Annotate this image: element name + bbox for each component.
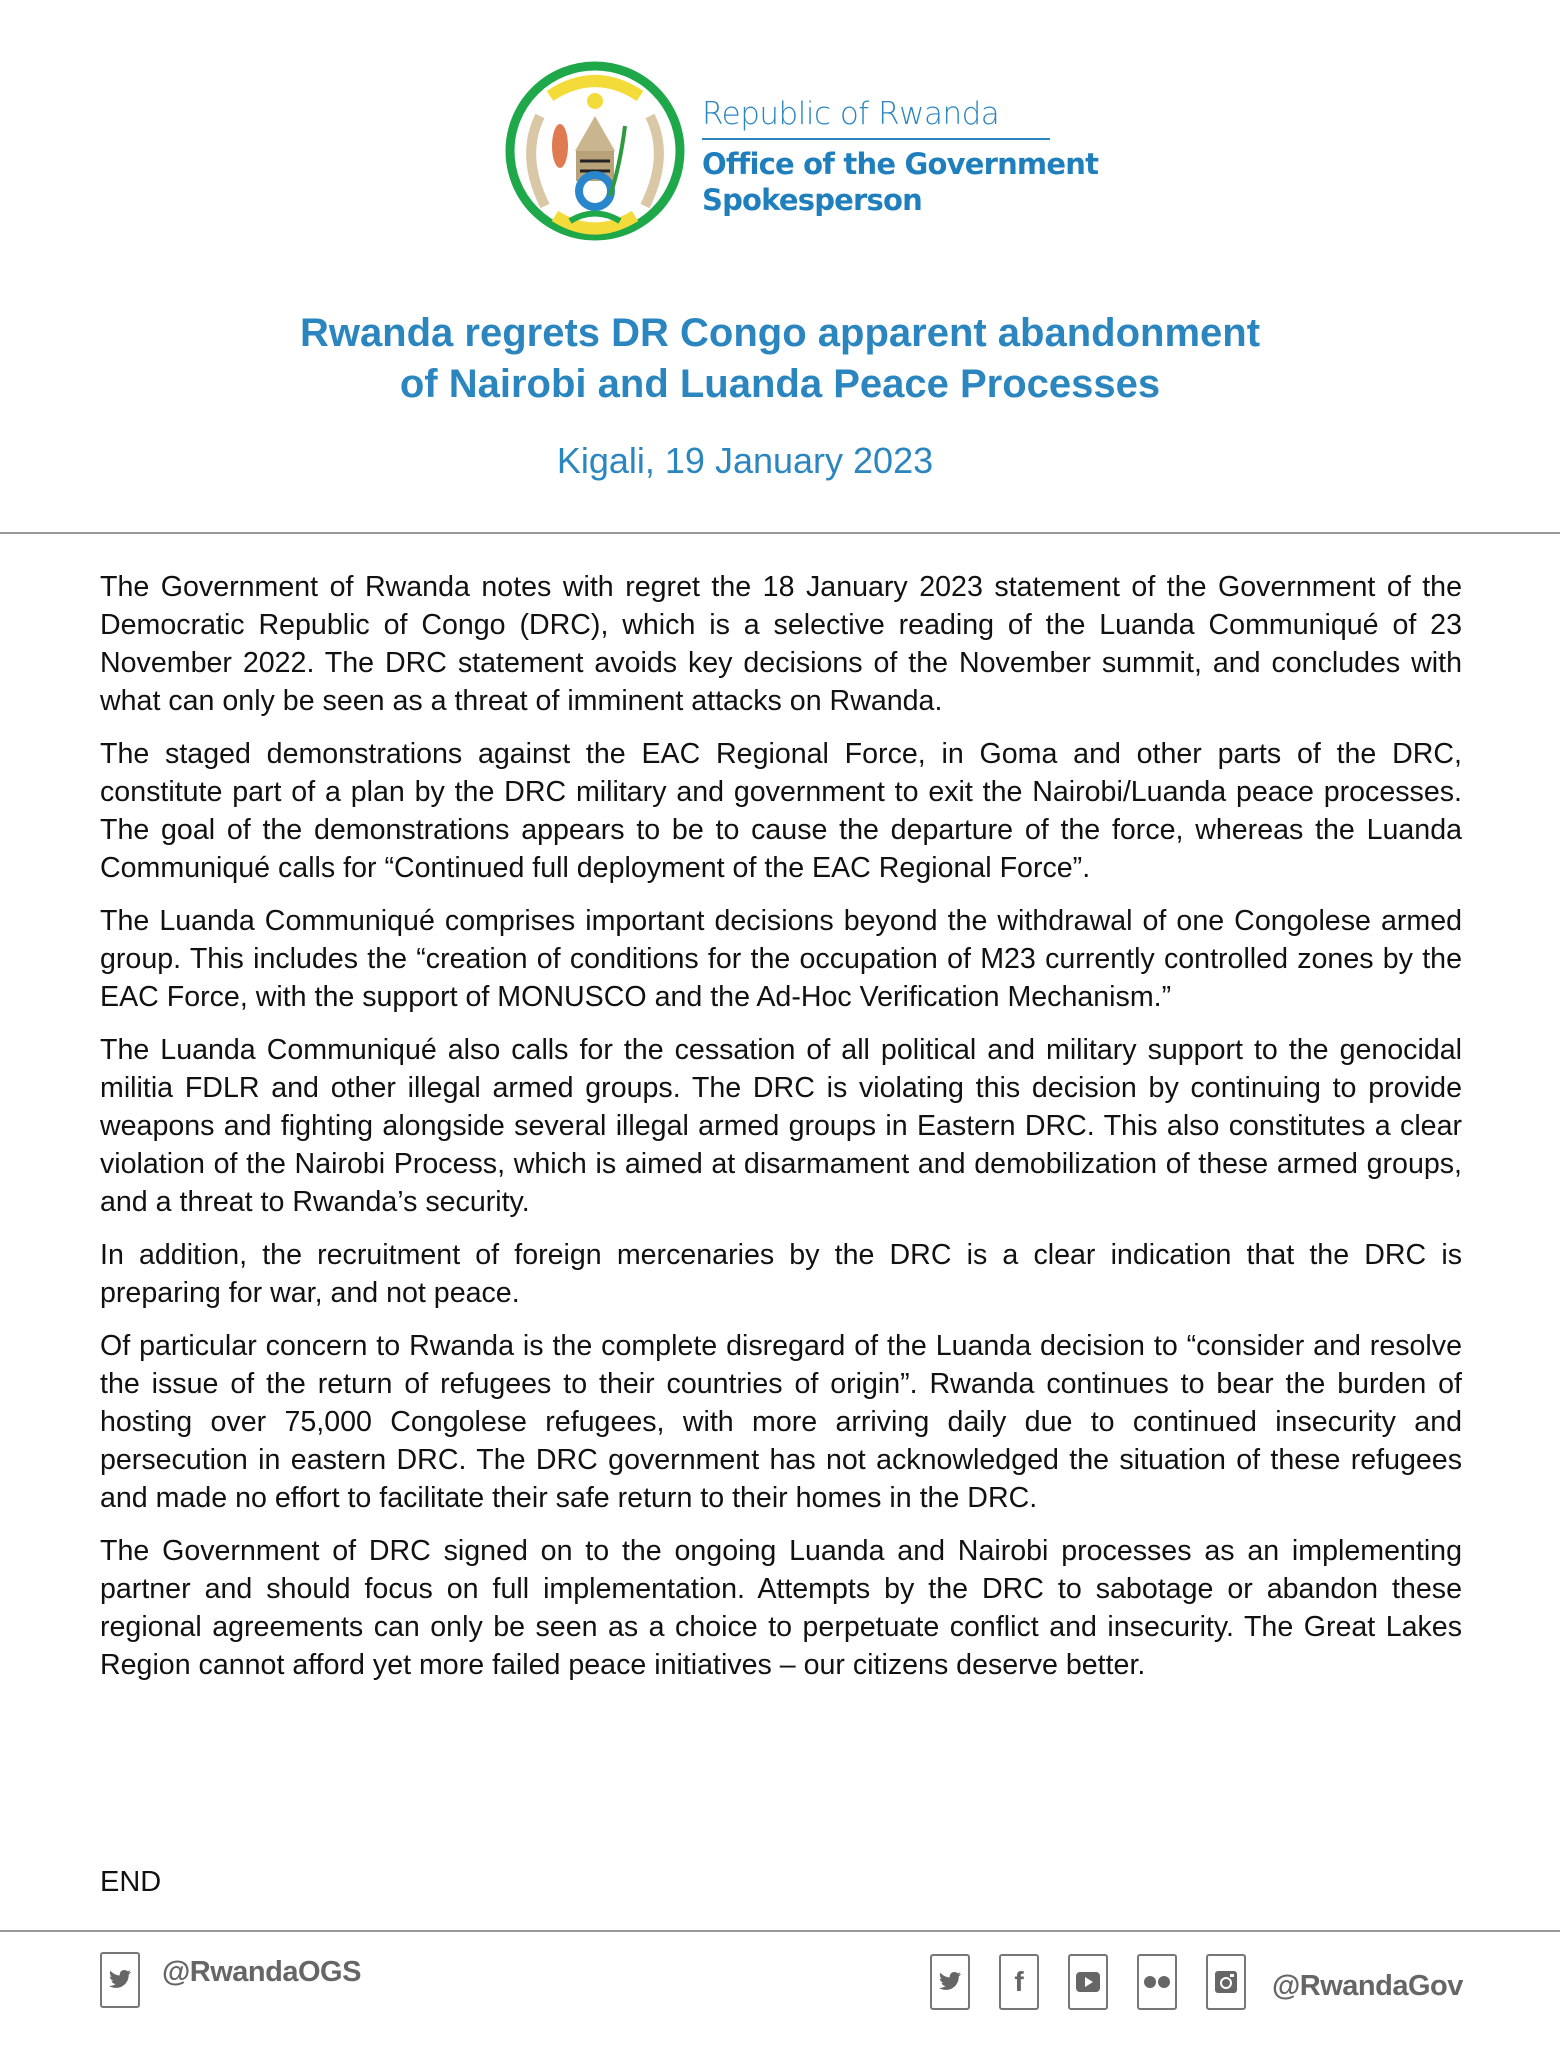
org-line-republic: Republic of Rwanda: [702, 96, 1050, 140]
footer-divider: [0, 1930, 1560, 1932]
facebook-icon[interactable]: f: [999, 1954, 1039, 2010]
paragraph: The Government of DRC signed on to the ongoing Luanda and Nairobi processes as an implementing partner and should focus on full implementation. Attempts by the DRC to sabotage or abandon these regional agreements can only be seen as a choice to perpetuate conflict and insecurity. The Great Lakes Region cannot afford yet more failed peace initiatives – our citizens deserve better.: [100, 1535, 1462, 1681]
flickr-icon[interactable]: [1137, 1954, 1177, 2010]
footer-handle-gov[interactable]: @RwandaGov: [1272, 1970, 1463, 2002]
header-divider: [0, 532, 1560, 534]
dateline: Kigali, 19 January 2023: [556, 440, 934, 481]
paragraph: The Luanda Communiqué comprises important decisions beyond the withdrawal of one Congolese armed group. This includes the “creation of conditions for the occupation of M23 currently controlled zones by the EAC Force, with the support of MONUSCO and the Ad-Hoc Verification Mechanism.”: [100, 905, 1462, 1013]
paragraph: The Government of Rwanda notes with regret the 18 January 2023 statement of the Government of the Democratic Republic of Congo (DRC), which is a selective reading of the Luanda Communiqué of 23 November 2022. The DRC statement avoids key decisions of the November summit, and concludes with what can only be seen as a threat of imminent attacks on Rwanda.: [100, 571, 1462, 717]
title-line-1: Rwanda regrets DR Congo apparent abandonment: [299, 311, 1261, 355]
org-line-office: Office of the Government: [702, 147, 1099, 181]
paragraph: Of particular concern to Rwanda is the complete disregard of the Luanda decision to “consider and resolve the issue of the return of refugees to their countries of origin”. Rwanda continues to bear the burden of hosting over 75,000 Congolese refugees, with more arriving daily due to continued insecurity and persecution in eastern DRC. The DRC government has not acknowledged the situation of these refugees and made no effort to facilitate their safe return to their homes in the DRC.: [100, 1330, 1462, 1514]
title-line-2: of Nairobi and Luanda Peace Processes: [399, 362, 1161, 406]
youtube-icon[interactable]: [1068, 1954, 1108, 2010]
document-title: [0, 308, 1560, 410]
organization-name: [702, 96, 1098, 218]
paragraph: The staged demonstrations against the EAC Regional Force, in Goma and other parts of the DRC, constitute part of a plan by the DRC military and government to exit the Nairobi/Luanda peace processes. The goal of the demonstrations appears to be to cause the departure of the force, whereas the Luanda Communiqué calls for “Continued full deployment of the EAC Regional Force”.: [100, 738, 1462, 884]
instagram-icon[interactable]: [1206, 1954, 1246, 2010]
rwanda-seal-logo: [500, 56, 690, 256]
paragraph: The Luanda Communiqué also calls for the cessation of all political and military support to the genocidal militia FDLR and other illegal armed groups. The DRC is violating this decision by continuing to provide weapons and fighting alongside several illegal armed groups in Eastern DRC. This also constitutes a clear violation of the Nairobi Process, which is aimed at disarmament and demobilization of these armed groups, and a threat to Rwanda’s security.: [100, 1034, 1462, 1218]
end-marker: END: [100, 1866, 162, 1898]
twitter-icon[interactable]: [930, 1954, 970, 2010]
footer-handle-ogs[interactable]: @RwandaOGS: [162, 1956, 361, 1988]
org-line-spokesperson: Spokesperson: [702, 183, 922, 217]
paragraph: In addition, the recruitment of foreign mercenaries by the DRC is a clear indication that the DRC is preparing for war, and not peace.: [100, 1239, 1462, 1309]
twitter-icon[interactable]: [100, 1952, 140, 2008]
statement-body: [100, 568, 1462, 1699]
